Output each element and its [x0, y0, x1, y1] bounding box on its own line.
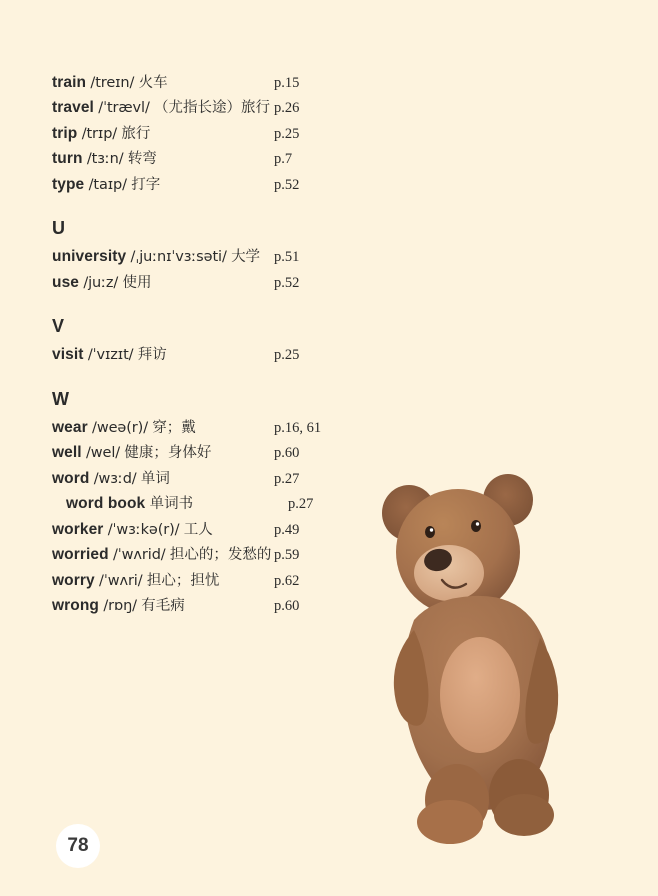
bear-foot-left — [417, 800, 483, 844]
word-entry — [52, 72, 352, 94]
word-entry-text — [52, 344, 274, 366]
word-phonetic: /ˌjuːnɪˈvɜːsəti/ — [130, 249, 227, 266]
teddy-bear-illustration — [352, 470, 622, 870]
word-headword: well — [52, 444, 82, 462]
word-entry — [52, 468, 352, 490]
word-entry-text — [52, 148, 274, 170]
word-phonetic: /wel/ — [86, 445, 121, 462]
word-meaning: 担心；担忧 — [146, 572, 220, 589]
word-page-reference: p.25 — [274, 125, 300, 142]
word-page-reference: p.60 — [274, 445, 300, 462]
word-entry-text — [52, 174, 274, 196]
word-entry-text — [52, 72, 274, 94]
word-page-reference: p.27 — [288, 496, 314, 513]
word-entry-text — [52, 97, 274, 119]
word-entry — [52, 493, 352, 515]
word-page-reference: p.59 — [274, 547, 300, 564]
word-meaning: 单词书 — [149, 496, 194, 513]
word-page-reference: p.51 — [274, 249, 300, 266]
word-entry — [52, 272, 352, 294]
section-letter-heading: V — [52, 316, 65, 337]
word-page-reference: p.60 — [274, 598, 300, 615]
word-headword: visit — [52, 346, 84, 364]
word-headword: trip — [52, 124, 78, 142]
word-page-reference: p.7 — [274, 151, 293, 168]
word-entry — [52, 595, 352, 617]
word-headword: wear — [52, 418, 88, 436]
bear-eye-left — [425, 526, 435, 538]
word-phonetic: /tɜːn/ — [86, 151, 124, 168]
word-page-reference: p.62 — [274, 572, 300, 589]
word-entry — [52, 123, 352, 145]
word-entry-text — [52, 417, 274, 439]
word-phonetic: /ˈtrævl/ — [98, 100, 150, 117]
word-page-reference: p.15 — [274, 75, 300, 91]
word-section — [52, 72, 352, 196]
word-meaning: 打字 — [131, 176, 161, 193]
word-phonetic: /ˈwɜːkə(r)/ — [107, 521, 180, 538]
word-page-reference: p.16, 61 — [274, 419, 322, 436]
word-meaning: 有毛病 — [141, 598, 185, 615]
word-meaning: 转弯 — [127, 151, 157, 168]
word-entry-text — [52, 544, 274, 566]
word-entry-text — [52, 493, 288, 515]
word-phonetic: /ˈvɪzɪt/ — [87, 347, 134, 364]
word-phonetic: /treɪn/ — [90, 75, 135, 91]
word-meaning: 单词 — [140, 470, 170, 487]
word-headword: travel — [52, 99, 94, 117]
word-headword: worker — [52, 520, 104, 538]
word-phonetic: /rɒŋ/ — [103, 598, 137, 615]
word-meaning: 旅行 — [121, 125, 151, 142]
word-entry-text — [52, 595, 274, 617]
word-entry — [52, 344, 352, 366]
word-entry — [52, 442, 352, 464]
bear-eye-highlight-left — [430, 528, 433, 531]
word-meaning: 工人 — [183, 521, 213, 538]
word-headword: wrong — [52, 597, 99, 615]
word-page-reference: p.27 — [274, 470, 300, 487]
word-entry-text — [52, 442, 274, 464]
word-entry — [52, 148, 352, 170]
word-meaning: 火车 — [138, 75, 168, 91]
word-page-reference: p.26 — [274, 100, 300, 117]
word-meaning: 拜访 — [137, 347, 167, 364]
word-headword: worry — [52, 571, 95, 589]
word-entry — [52, 174, 352, 196]
word-entry — [52, 519, 352, 541]
word-headword: university — [52, 248, 127, 266]
word-section — [52, 218, 352, 294]
word-meaning: 穿；戴 — [152, 419, 196, 436]
word-meaning: 大学 — [231, 249, 261, 266]
word-headword: word book — [66, 495, 146, 513]
word-headword: use — [52, 273, 80, 291]
word-page-reference: p.52 — [274, 274, 300, 291]
word-headword: type — [52, 175, 85, 193]
word-page-reference: p.52 — [274, 176, 300, 193]
word-entry-text — [52, 519, 274, 541]
section-letter-heading: U — [52, 218, 65, 239]
word-entry — [52, 97, 352, 119]
word-section — [52, 389, 352, 618]
word-headword: train — [52, 74, 87, 91]
section-letter-heading: W — [52, 388, 69, 409]
word-headword: word — [52, 469, 90, 487]
word-phonetic: /juːz/ — [83, 274, 119, 291]
word-list — [52, 72, 352, 621]
word-phonetic: /ˈwʌri/ — [99, 572, 143, 589]
word-phonetic: /weə(r)/ — [92, 419, 148, 436]
word-section — [52, 316, 352, 366]
word-meaning: （尤指长途）旅行 — [154, 100, 271, 117]
word-meaning: 健康；身体好 — [124, 445, 212, 462]
word-entry-text — [52, 272, 274, 294]
bear-eye-highlight-right — [476, 522, 479, 525]
word-entry — [52, 417, 352, 439]
word-entry-text — [52, 123, 274, 145]
word-phonetic: /trɪp/ — [81, 125, 118, 142]
word-page-reference: p.49 — [274, 521, 300, 538]
word-meaning: 担心的；发愁的 — [169, 547, 272, 564]
word-phonetic: /wɜːd/ — [93, 470, 137, 487]
bear-belly — [440, 637, 520, 753]
word-meaning: 使用 — [122, 274, 152, 291]
page-number: 78 — [56, 824, 100, 868]
word-headword: turn — [52, 150, 83, 168]
word-entry — [52, 544, 352, 566]
word-entry-text — [52, 468, 274, 490]
word-phonetic: /ˈwʌrid/ — [113, 547, 166, 564]
word-headword: worried — [52, 546, 109, 564]
word-entry — [52, 570, 352, 592]
word-phonetic: /taɪp/ — [88, 176, 127, 193]
bear-eye-right — [471, 520, 481, 532]
bear-foot-right — [494, 794, 554, 836]
word-entry — [52, 246, 352, 268]
word-entry-text — [52, 246, 274, 268]
word-page-reference: p.25 — [274, 347, 300, 364]
word-entry-text — [52, 570, 274, 592]
